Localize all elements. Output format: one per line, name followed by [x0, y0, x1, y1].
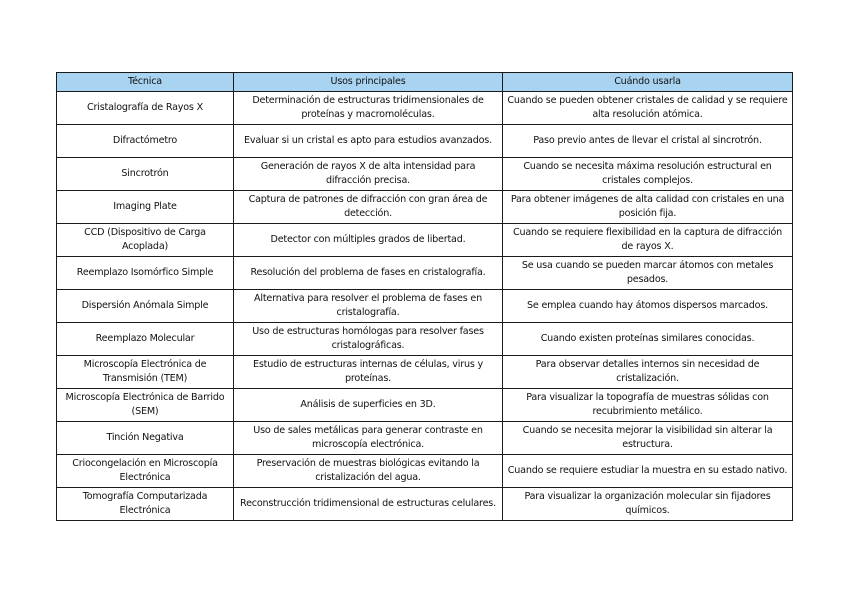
- header-cuando-usarla: Cuándo usarla: [503, 73, 793, 92]
- cell-cuando: Paso previo antes de llevar el cristal al sincrotrón.: [503, 125, 793, 158]
- cell-tecnica: Tinción Negativa: [57, 422, 234, 455]
- table-row: [57, 488, 793, 521]
- table-row: [57, 191, 793, 224]
- cell-usos: Análisis de superficies en 3D.: [234, 389, 503, 422]
- cell-usos: Determinación de estructuras tridimensionales de proteínas y macromoléculas.: [234, 92, 503, 125]
- header-usos-principales: Usos principales: [234, 73, 503, 92]
- cell-usos: Alternativa para resolver el problema de fases en cristalografía.: [234, 290, 503, 323]
- table-row: [57, 257, 793, 290]
- cell-cuando: Cuando se requiere flexibilidad en la captura de difracción de rayos X.: [503, 224, 793, 257]
- table-row: [57, 356, 793, 389]
- cell-cuando: Cuando existen proteínas similares conocidas.: [503, 323, 793, 356]
- cell-usos: Uso de sales metálicas para generar contraste en microscopía electrónica.: [234, 422, 503, 455]
- cell-tecnica: Sincrotrón: [57, 158, 234, 191]
- table-body: [57, 92, 793, 521]
- cell-tecnica: Difractómetro: [57, 125, 234, 158]
- table-row: [57, 158, 793, 191]
- cell-usos: Reconstrucción tridimensional de estructuras celulares.: [234, 488, 503, 521]
- cell-tecnica: Criocongelación en Microscopía Electrónica: [57, 455, 234, 488]
- cell-tecnica: Cristalografía de Rayos X: [57, 92, 234, 125]
- cell-usos: Generación de rayos X de alta intensidad para difracción precisa.: [234, 158, 503, 191]
- cell-tecnica: Reemplazo Isomórfico Simple: [57, 257, 234, 290]
- table-row: [57, 455, 793, 488]
- table-row: [57, 92, 793, 125]
- cell-tecnica: Dispersión Anómala Simple: [57, 290, 234, 323]
- cell-usos: Preservación de muestras biológicas evitando la cristalización del agua.: [234, 455, 503, 488]
- cell-cuando: Cuando se pueden obtener cristales de calidad y se requiere alta resolución atómica.: [503, 92, 793, 125]
- techniques-table-container: [56, 72, 792, 521]
- techniques-table: [56, 72, 793, 521]
- cell-cuando: Se usa cuando se pueden marcar átomos con metales pesados.: [503, 257, 793, 290]
- cell-cuando: Se emplea cuando hay átomos dispersos marcados.: [503, 290, 793, 323]
- cell-tecnica: CCD (Dispositivo de Carga Acoplada): [57, 224, 234, 257]
- cell-tecnica: Microscopía Electrónica de Barrido (SEM): [57, 389, 234, 422]
- cell-cuando: Para observar detalles internos sin necesidad de cristalización.: [503, 356, 793, 389]
- cell-usos: Resolución del problema de fases en cristalografía.: [234, 257, 503, 290]
- cell-usos: Captura de patrones de difracción con gran área de detección.: [234, 191, 503, 224]
- cell-cuando: Para visualizar la topografía de muestras sólidas con recubrimiento metálico.: [503, 389, 793, 422]
- cell-cuando: Para visualizar la organización molecular sin fijadores químicos.: [503, 488, 793, 521]
- cell-cuando: Cuando se necesita mejorar la visibilidad sin alterar la estructura.: [503, 422, 793, 455]
- table-row: [57, 290, 793, 323]
- header-row: [57, 73, 793, 92]
- cell-tecnica: Microscopía Electrónica de Transmisión (TEM): [57, 356, 234, 389]
- table-row: [57, 389, 793, 422]
- table-row: [57, 422, 793, 455]
- header-tecnica: Técnica: [57, 73, 234, 92]
- table-header: [57, 73, 793, 92]
- cell-usos: Evaluar si un cristal es apto para estudios avanzados.: [234, 125, 503, 158]
- cell-cuando: Cuando se necesita máxima resolución estructural en cristales complejos.: [503, 158, 793, 191]
- cell-usos: Estudio de estructuras internas de células, virus y proteínas.: [234, 356, 503, 389]
- cell-usos: Uso de estructuras homólogas para resolver fases cristalográficas.: [234, 323, 503, 356]
- cell-usos: Detector con múltiples grados de libertad.: [234, 224, 503, 257]
- table-row: [57, 125, 793, 158]
- cell-cuando: Para obtener imágenes de alta calidad con cristales en una posición fija.: [503, 191, 793, 224]
- cell-tecnica: Tomografía Computarizada Electrónica: [57, 488, 234, 521]
- cell-cuando: Cuando se requiere estudiar la muestra en su estado nativo.: [503, 455, 793, 488]
- cell-tecnica: Reemplazo Molecular: [57, 323, 234, 356]
- table-row: [57, 323, 793, 356]
- table-row: [57, 224, 793, 257]
- cell-tecnica: Imaging Plate: [57, 191, 234, 224]
